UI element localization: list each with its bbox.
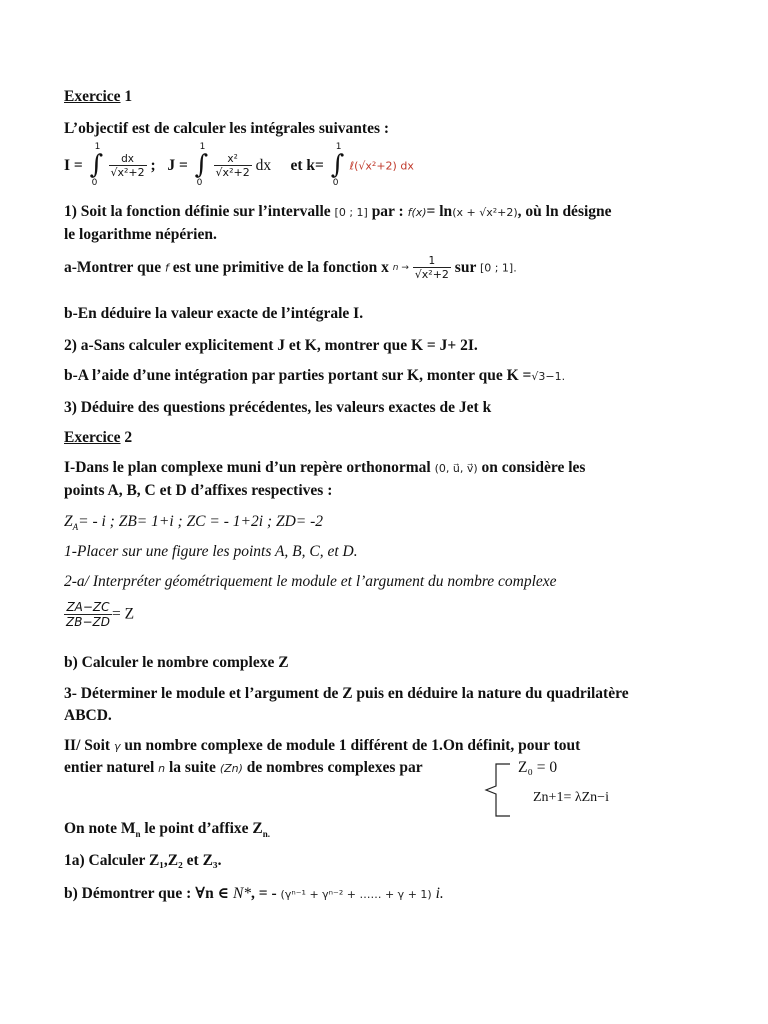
- exercise-2-title-word: Exercice: [64, 429, 121, 446]
- exercise-1-title-number: 1: [120, 88, 133, 105]
- integral-definitions: I = ∫ 1 0 $\frac{dx}{\text{√x²+2}}$ ; J = ∫ 1 0 $\frac{\text{x²}}{\text{√x²+2}}$ dx et k= ∫ 1 0 ℓ(√x²+2) dx: [64, 142, 414, 188]
- integral-J-fraction: $\frac{\text{x²}}{\text{√x²+2}}$: [215, 153, 250, 179]
- integral-sign: ∫ 1 0: [89, 142, 104, 188]
- integral-J-label: J =: [167, 157, 188, 174]
- question-3: 3) Déduire des questions précédentes, les valeurs exactes de Jet k: [64, 399, 492, 416]
- note-Mn: On note $M_n$ le point d’affixe $Z_{n.}$: [64, 820, 271, 840]
- part-I-line-2: points A, B, C et D d’affixes respectives :: [64, 482, 333, 499]
- complex-ratio: $\frac{ZA-ZC}{ZB-ZD}$ = Z: [66, 600, 135, 629]
- function-fraction: $\frac{1}{\text{√x²+2}}$: [414, 255, 449, 281]
- exercise-2-title-number: 2: [120, 429, 133, 446]
- exercise-1-title: [64, 88, 132, 106]
- question-2b: b-A l’aide d’une intégration par parties portant sur K, monter que K =√3−1.: [64, 367, 566, 384]
- integral-I-fraction: $\frac{dx}{\text{√x²+2}}$: [110, 153, 145, 179]
- exercise-2-title: [64, 429, 132, 447]
- exercise-1-title-word: Exercice: [64, 88, 121, 105]
- question-2a: 2) a-Sans calculer explicitement J et K, montrer que K = J+ 2I.: [64, 337, 478, 354]
- question-1a: a-Montrer que f est une primitive de la fonction x n → $\frac{1}{\text{√x²+2}}$ sur [0 ; 1].: [64, 255, 517, 281]
- integral-sign: ∫ 1 0: [330, 142, 345, 188]
- part-II-question-1a: 1a) Calculer Z₁,Z₂ et Z₃.: [64, 852, 222, 869]
- part-II-line-1: II/ Soit γ un nombre complexe de module 1 différent de 1.On définit, pour tout: [64, 737, 581, 754]
- integral-K-integrand: ℓ(√x²+2) dx: [349, 159, 414, 173]
- question-1b: b-En déduire la valeur exacte de l’intégrale I.: [64, 305, 364, 322]
- part-II-question-b: b) Démontrer que : ∀n ∈ N*, = - (γⁿ⁻¹ + γⁿ⁻² + …… + γ + 1) i.: [64, 885, 444, 902]
- part-I-question-2a: 2-a/ Interpréter géométriquement le module et l’argument du nombre complexe: [64, 573, 557, 590]
- part-II-line-2: entier naturel n la suite (Zn) de nombres complexes par: [64, 759, 423, 776]
- integral-K-label: et k=: [290, 157, 324, 174]
- question-1-line-2: le logarithme népérien.: [64, 226, 217, 243]
- part-I-question-1: 1-Placer sur une figure les points A, B, C, et D.: [64, 543, 358, 560]
- part-I-line-1: I-Dans le plan complexe muni d’un repère orthonormal (0, u⃗, v⃗) on considère les: [64, 459, 586, 476]
- part-I-question-2b: b) Calculer le nombre complexe Z: [64, 654, 289, 671]
- exercise-1-intro: L’objectif est de calculer les intégrales suivantes :: [64, 120, 390, 137]
- question-1-line-1: 1) Soit la fonction définie sur l’intervalle [0 ; 1] par : f(x)= ln(x + √x²+2), où ln désigne: [64, 203, 612, 220]
- part-I-question-3-line-2: ABCD.: [64, 707, 112, 724]
- sequence-initial: Z₀ = 0: [518, 759, 558, 776]
- integral-sign: ∫ 1 0: [194, 142, 209, 188]
- part-I-question-3-line-1: 3- Déterminer le module et l’argument de Z puis en déduire la nature du quadrilatère: [64, 685, 629, 702]
- affixes: $Z_A= - i$ ; ZB= 1+i ; ZC = - 1+2i ; ZD= -2: [64, 513, 324, 533]
- integral-I-label: I =: [64, 157, 83, 174]
- system-brace: [482, 762, 512, 818]
- sequence-recurrence: Zn+1= λZn−i: [533, 790, 609, 805]
- complex-fraction: $\frac{ZA-ZC}{ZB-ZD}$: [66, 600, 110, 629]
